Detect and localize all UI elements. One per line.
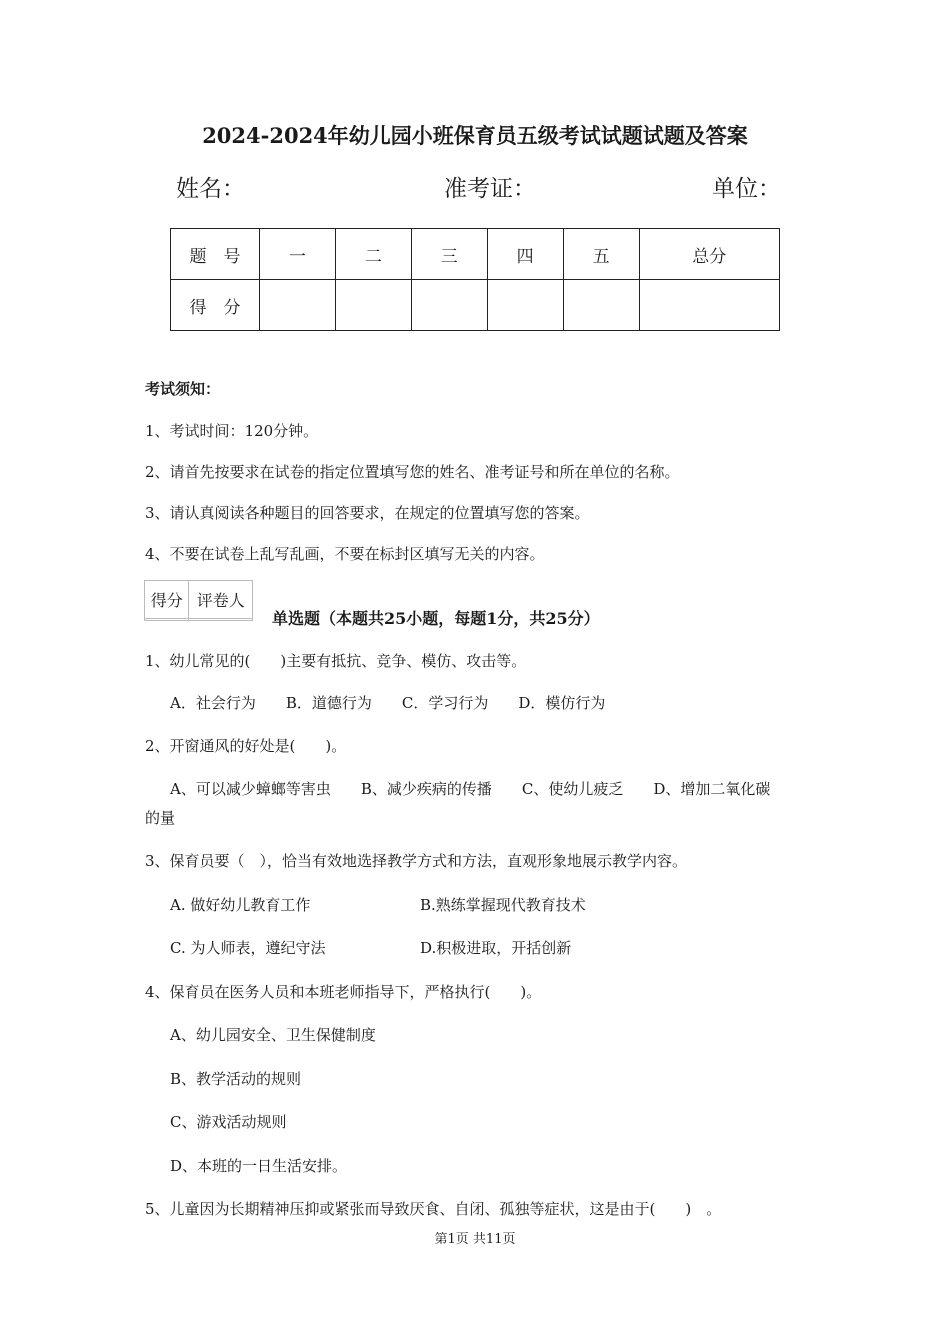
score-header-cell: 总分 <box>639 229 779 280</box>
question-stem: 4、保育员在医务人员和本班老师指导下，严格执行( )。 <box>145 983 542 1001</box>
score-cell <box>335 280 411 331</box>
notice-title: 考试须知： <box>145 380 221 398</box>
score-header-cell: 一 <box>260 229 336 280</box>
option-d: D、本班的一日生活安排。 <box>170 1157 348 1175</box>
section-title: 单选题（本题共25小题，每题1分，共25分） <box>272 609 600 628</box>
grader-score-label: 得分 <box>145 581 189 619</box>
question-stem: 1、幼儿常见的( )主要有抵抗、竞争、模仿、攻击等。 <box>145 652 527 670</box>
score-cell <box>639 280 779 331</box>
score-table-value-row <box>171 280 780 331</box>
question-options: A、可以减少蟑螂等害虫 B、减少疾病的传播 C、使幼儿疲乏 D、增加二氧化碳 <box>170 780 771 798</box>
score-header-cell: 题 号 <box>171 229 260 280</box>
option-c: C、游戏活动规则 <box>170 1113 287 1131</box>
notice-item: 1、考试时间：120分钟。 <box>145 422 319 440</box>
score-header-cell: 四 <box>487 229 563 280</box>
grader-box <box>144 580 253 621</box>
exam-id-label: 准考证： <box>444 176 536 202</box>
score-row-label: 得 分 <box>171 280 260 331</box>
score-table-header-row <box>171 229 780 280</box>
question-stem: 3、保育员要（ ），恰当有效地选择教学方式和方法，直观形象地展示教学内容。 <box>145 852 688 870</box>
name-label: 姓名： <box>176 176 245 202</box>
grader-name-label: 评卷人 <box>189 581 253 619</box>
score-table <box>170 228 780 331</box>
score-cell <box>260 280 336 331</box>
option-a: A. 做好幼儿教育工作 <box>170 896 311 914</box>
page-footer: 第1页 共11页 <box>434 1232 516 1247</box>
notice-item: 3、请认真阅读各种题目的回答要求，在规定的位置填写您的答案。 <box>145 504 590 522</box>
score-cell <box>487 280 563 331</box>
option-d: D.积极进取，开括创新 <box>420 939 572 957</box>
score-header-cell: 二 <box>335 229 411 280</box>
score-header-cell: 五 <box>563 229 639 280</box>
unit-label: 单位： <box>712 176 781 202</box>
notice-item: 2、请首先按要求在试卷的指定位置填写您的姓名、准考证号和所在单位的名称。 <box>145 463 680 481</box>
option-a: A、幼儿园安全、卫生保健制度 <box>170 1026 376 1044</box>
page-title: 2024-2024年幼儿园小班保育员五级考试试题试题及答案 <box>202 123 748 148</box>
score-cell <box>411 280 487 331</box>
question-stem: 2、开窗通风的好处是( )。 <box>145 737 347 755</box>
grader-name-cell <box>189 619 253 621</box>
notice-item: 4、不要在试卷上乱写乱画，不要在标封区填写无关的内容。 <box>145 545 545 563</box>
grader-score-cell <box>145 619 189 621</box>
option-b: B、教学活动的规则 <box>170 1070 302 1088</box>
question-stem: 5、儿童因为长期精神压抑或紧张而导致厌食、自闭、孤独等症状，这是由于( ) 。 <box>145 1200 722 1218</box>
option-c: C. 为人师表，遵纪守法 <box>170 939 326 957</box>
option-b: B.熟练掌握现代教育技术 <box>420 896 586 914</box>
question-options: A．社会行为 B．道德行为 C．学习行为 D．模仿行为 <box>170 694 606 712</box>
question-options-continued: 的量 <box>145 809 176 827</box>
score-cell <box>563 280 639 331</box>
score-header-cell: 三 <box>411 229 487 280</box>
